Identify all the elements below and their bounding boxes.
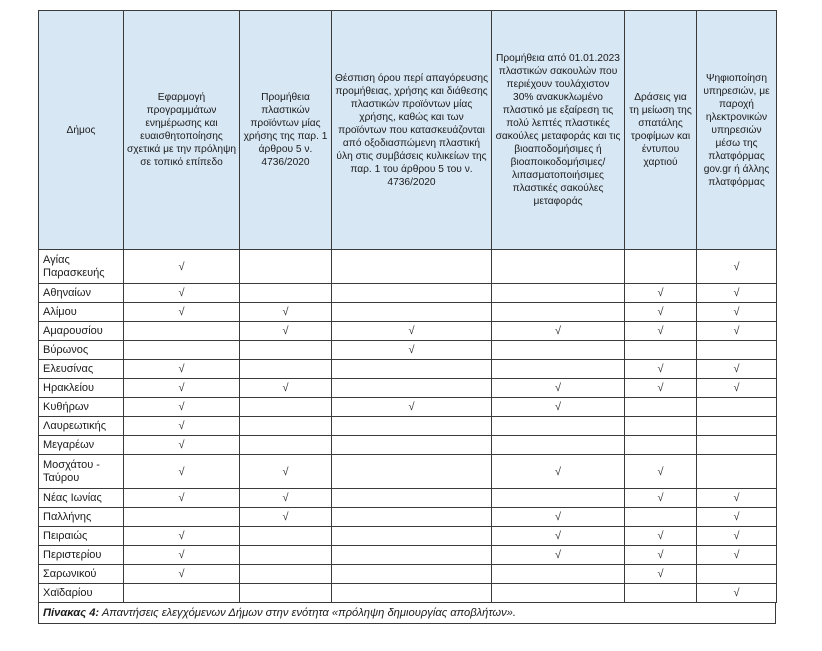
check-mark: √ <box>492 379 625 398</box>
table-row <box>39 284 777 303</box>
municipality-name: Ελευσίνας <box>39 360 124 379</box>
municipality-name: Λαυρεωτικής <box>39 417 124 436</box>
empty-cell <box>332 489 492 508</box>
empty-cell <box>492 284 625 303</box>
empty-cell <box>492 360 625 379</box>
check-mark: √ <box>492 398 625 417</box>
check-mark: √ <box>240 455 332 489</box>
empty-cell <box>492 303 625 322</box>
check-mark: √ <box>625 360 697 379</box>
empty-cell <box>332 546 492 565</box>
check-mark: √ <box>697 379 777 398</box>
empty-cell <box>332 379 492 398</box>
table-body <box>39 250 777 603</box>
check-mark: √ <box>124 527 240 546</box>
header-row <box>39 11 777 250</box>
empty-cell <box>332 417 492 436</box>
check-mark: √ <box>332 322 492 341</box>
check-mark: √ <box>124 489 240 508</box>
table-caption <box>38 603 776 624</box>
empty-cell <box>332 455 492 489</box>
municipality-name: Αμαρουσίου <box>39 322 124 341</box>
municipality-name: Ηρακλείου <box>39 379 124 398</box>
check-mark: √ <box>697 250 777 284</box>
table-row <box>39 455 777 489</box>
check-mark: √ <box>697 284 777 303</box>
empty-cell <box>240 436 332 455</box>
municipality-name: Νέας Ιωνίας <box>39 489 124 508</box>
table-row <box>39 584 777 603</box>
empty-cell <box>332 565 492 584</box>
check-mark: √ <box>492 455 625 489</box>
header-canteen-contracts: Θέσπιση όρου περί απαγόρευσης προμήθειας, χρήσης και διάθεσης πλαστικών προϊόντων μίας χρήσης, καθώς και των προϊόντων που κατασκευάζονται από οξοδιασπώμενη πλαστική ύλη στις συμβάσεις κυλικείων της παρ. 1 του άρθρου 5 του ν. 4736/2020 <box>332 11 492 250</box>
table-row <box>39 546 777 565</box>
empty-cell <box>240 584 332 603</box>
check-mark: √ <box>124 398 240 417</box>
municipality-name: Αλίμου <box>39 303 124 322</box>
check-mark: √ <box>625 284 697 303</box>
check-mark: √ <box>124 284 240 303</box>
empty-cell <box>332 584 492 603</box>
municipalities-table <box>38 10 777 603</box>
empty-cell <box>492 250 625 284</box>
check-mark: √ <box>492 527 625 546</box>
table-row <box>39 436 777 455</box>
check-mark: √ <box>332 341 492 360</box>
empty-cell <box>240 546 332 565</box>
empty-cell <box>697 341 777 360</box>
check-mark: √ <box>124 250 240 284</box>
empty-cell <box>124 341 240 360</box>
check-mark: √ <box>697 546 777 565</box>
check-mark: √ <box>625 455 697 489</box>
empty-cell <box>492 584 625 603</box>
check-mark: √ <box>124 417 240 436</box>
header-food-paper-waste: Δράσεις για τη μείωση της σπατάλης τροφίμων και έντυπου χαρτιού <box>625 11 697 250</box>
empty-cell <box>625 417 697 436</box>
municipality-name: Πειραιώς <box>39 527 124 546</box>
empty-cell <box>124 508 240 527</box>
table-row <box>39 250 777 284</box>
check-mark: √ <box>492 546 625 565</box>
check-mark: √ <box>625 379 697 398</box>
check-mark: √ <box>240 508 332 527</box>
empty-cell <box>240 565 332 584</box>
empty-cell <box>240 341 332 360</box>
header-municipality: Δήμος <box>39 11 124 250</box>
empty-cell <box>697 565 777 584</box>
check-mark: √ <box>240 489 332 508</box>
table-row <box>39 303 777 322</box>
municipality-name: Αθηναίων <box>39 284 124 303</box>
check-mark: √ <box>240 322 332 341</box>
check-mark: √ <box>240 379 332 398</box>
table-row <box>39 341 777 360</box>
municipality-name: Μεγαρέων <box>39 436 124 455</box>
check-mark: √ <box>625 565 697 584</box>
check-mark: √ <box>697 322 777 341</box>
caption-text: Απαντήσεις ελεγχόμενων Δήμων στην ενότητα «πρόληψη δημιουργίας αποβλήτων». <box>99 607 516 619</box>
municipality-name: Χαϊδαρίου <box>39 584 124 603</box>
check-mark: √ <box>625 546 697 565</box>
table-row <box>39 508 777 527</box>
empty-cell <box>240 417 332 436</box>
empty-cell <box>492 489 625 508</box>
check-mark: √ <box>697 489 777 508</box>
empty-cell <box>697 436 777 455</box>
municipality-name: Περιστερίου <box>39 546 124 565</box>
empty-cell <box>332 303 492 322</box>
check-mark: √ <box>625 322 697 341</box>
empty-cell <box>625 398 697 417</box>
check-mark: √ <box>625 527 697 546</box>
table-row <box>39 379 777 398</box>
empty-cell <box>492 341 625 360</box>
table-row <box>39 322 777 341</box>
empty-cell <box>625 341 697 360</box>
table-container <box>38 10 776 624</box>
empty-cell <box>240 527 332 546</box>
empty-cell <box>625 250 697 284</box>
header-digitization: Ψηφιοποίηση υπηρεσιών, με παροχή ηλεκτρονικών υπηρεσιών μέσω της πλατφόρμας gov.gr ή άλλης πλατφόρμας <box>697 11 777 250</box>
check-mark: √ <box>492 322 625 341</box>
check-mark: √ <box>332 398 492 417</box>
municipality-name: Αγίας Παρασκευής <box>39 250 124 284</box>
check-mark: √ <box>124 379 240 398</box>
check-mark: √ <box>124 546 240 565</box>
check-mark: √ <box>697 303 777 322</box>
header-recycled-bags: Προμήθεια από 01.01.2023 πλαστικών σακουλών που περιέχουν τουλάχιστον 30% ανακυκλωμένο πλαστικό με εξαίρεση τις πολύ λεπτές πλαστικές σακούλες μεταφοράς και τις βιοαποδομήσιμες ή βιοαποικοδομήσιμες/ λιπασματοποιήσιμες πλαστικές σακούλες μεταφοράς <box>492 11 625 250</box>
check-mark: √ <box>697 508 777 527</box>
check-mark: √ <box>697 584 777 603</box>
table-row <box>39 527 777 546</box>
check-mark: √ <box>124 360 240 379</box>
check-mark: √ <box>240 303 332 322</box>
table-row <box>39 398 777 417</box>
check-mark: √ <box>492 508 625 527</box>
empty-cell <box>332 508 492 527</box>
table-row <box>39 565 777 584</box>
empty-cell <box>124 584 240 603</box>
empty-cell <box>697 417 777 436</box>
empty-cell <box>332 527 492 546</box>
municipality-name: Σαρωνικού <box>39 565 124 584</box>
empty-cell <box>697 398 777 417</box>
caption-label: Πίνακας 4: <box>43 607 100 619</box>
header-awareness-programs: Εφαρμογή προγραμμάτων ενημέρωσης και ευαισθητοποίησης σχετικά με την πρόληψη σε τοπικό επίπεδο <box>124 11 240 250</box>
header-single-use-plastics: Προμήθεια πλαστικών προϊόντων μίας χρήσης της παρ. 1 άρθρου 5 ν. 4736/2020 <box>240 11 332 250</box>
empty-cell <box>332 250 492 284</box>
check-mark: √ <box>124 436 240 455</box>
table-row <box>39 489 777 508</box>
empty-cell <box>240 398 332 417</box>
check-mark: √ <box>697 360 777 379</box>
empty-cell <box>492 565 625 584</box>
empty-cell <box>492 417 625 436</box>
municipality-name: Μοσχάτου - Ταύρου <box>39 455 124 489</box>
empty-cell <box>492 436 625 455</box>
empty-cell <box>240 360 332 379</box>
empty-cell <box>240 284 332 303</box>
municipality-name: Κυθήρων <box>39 398 124 417</box>
check-mark: √ <box>124 303 240 322</box>
empty-cell <box>124 322 240 341</box>
empty-cell <box>625 436 697 455</box>
municipality-name: Παλλήνης <box>39 508 124 527</box>
empty-cell <box>625 508 697 527</box>
check-mark: √ <box>124 565 240 584</box>
empty-cell <box>240 250 332 284</box>
table-row <box>39 417 777 436</box>
empty-cell <box>332 360 492 379</box>
empty-cell <box>697 455 777 489</box>
check-mark: √ <box>625 303 697 322</box>
empty-cell <box>332 436 492 455</box>
empty-cell <box>332 284 492 303</box>
check-mark: √ <box>697 527 777 546</box>
empty-cell <box>625 584 697 603</box>
table-row <box>39 360 777 379</box>
municipality-name: Βύρωνος <box>39 341 124 360</box>
check-mark: √ <box>625 489 697 508</box>
check-mark: √ <box>124 455 240 489</box>
